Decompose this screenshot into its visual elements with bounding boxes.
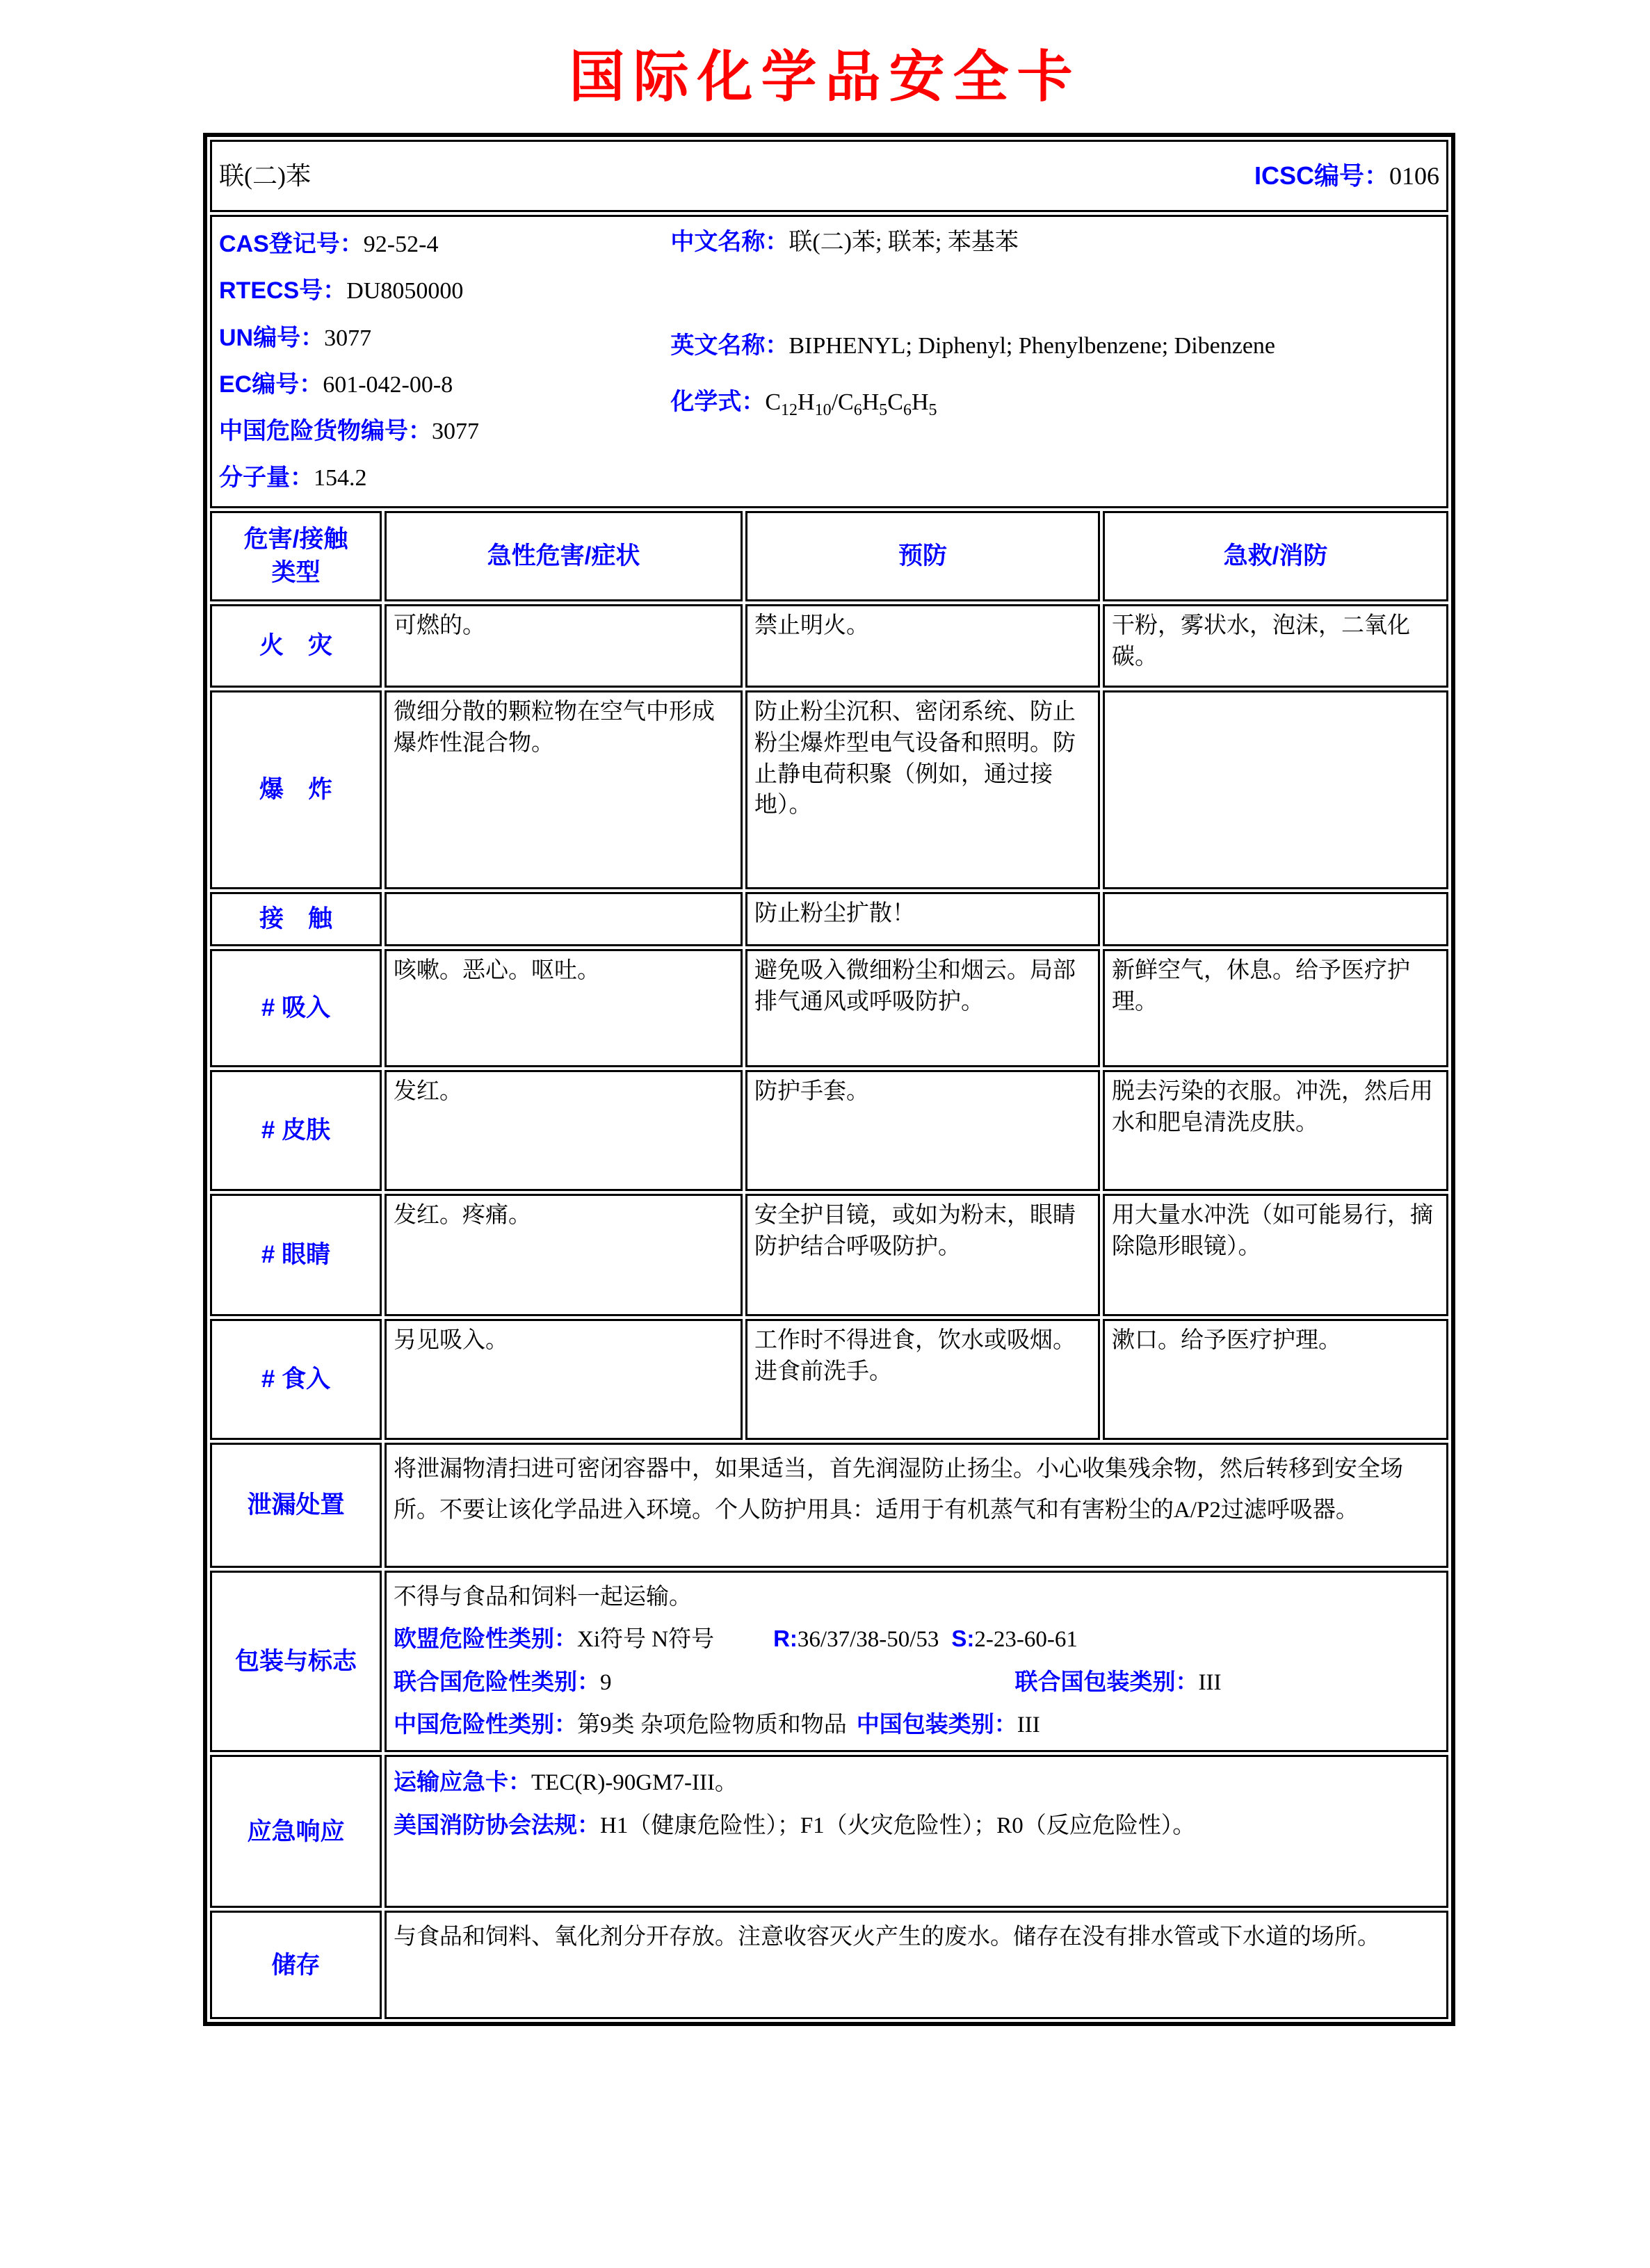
hazard-row-eyes <box>210 1194 1448 1316</box>
icsc-number-value: 0106 <box>1389 161 1439 190</box>
row-label-skin: # 皮肤 <box>210 1070 382 1191</box>
fire-symptoms-cell: 可燃的。 <box>385 604 743 688</box>
contact-symptoms-cell <box>385 892 743 946</box>
name-list <box>670 221 1439 502</box>
section-row-emergency <box>210 1755 1448 1908</box>
inhalation-response-cell: 新鲜空气，休息。给予医疗护理。 <box>1103 949 1448 1067</box>
emergency-content <box>385 1755 1448 1908</box>
name-row <box>210 140 1448 212</box>
identifier-value: 154.2 <box>314 465 367 492</box>
eu-class-label: 欧盟危险性类别： <box>394 1626 577 1652</box>
tec-label: 运输应急卡： <box>394 1769 531 1795</box>
ingestion-response-cell: 漱口。给予医疗护理。 <box>1103 1319 1448 1440</box>
identifier-value: 3077 <box>432 419 479 445</box>
contact-response-cell <box>1103 892 1448 946</box>
row-label-eyes: # 眼睛 <box>210 1194 382 1316</box>
eyes-symptoms-cell: 发红。疼痛。 <box>385 1194 743 1316</box>
identifier-label: 分子量： <box>219 464 314 492</box>
eyes-response-cell: 用大量水冲洗（如可能易行，摘除隐形眼镜）。 <box>1103 1194 1448 1316</box>
row-label-inhalation: # 吸入 <box>210 949 382 1067</box>
cn-name-label: 中文名称： <box>670 229 789 255</box>
identifier-un <box>219 315 670 362</box>
icsc-card-table <box>203 133 1455 2026</box>
cn-class-value: 第9类 杂项危险物质和物品 <box>577 1712 847 1738</box>
cn-class-label: 中国危险性类别： <box>394 1710 577 1737</box>
col-header-prevention: 预防 <box>745 511 1100 601</box>
cn-pack-label: 中国包装类别： <box>856 1710 1017 1737</box>
identifier-value: 601-042-00-8 <box>323 371 453 398</box>
inhalation-symptoms-cell: 咳嗽。恶心。呕吐。 <box>385 949 743 1067</box>
row-label-contact: 接 触 <box>210 892 382 946</box>
explosion-symptoms-cell: 微细分散的颗粒物在空气中形成爆炸性混合物。 <box>385 690 743 889</box>
hazard-row-ingestion <box>210 1319 1448 1440</box>
packaging-content <box>385 1571 1448 1753</box>
hazard-row-explosion <box>210 690 1448 889</box>
en-name-value: BIPHENYL; Diphenyl; Phenylbenzene; Dibenzene <box>788 333 1275 359</box>
identifier-label: RTECS号： <box>219 277 347 305</box>
emergency-nfpa-line <box>394 1804 1439 1847</box>
un-class-label: 联合国危险性类别： <box>394 1668 600 1694</box>
section-row-packaging <box>210 1571 1448 1753</box>
row-label-explosion: 爆 炸 <box>210 690 382 889</box>
row-label-fire: 火 灾 <box>210 604 382 688</box>
identifier-label: CAS登记号： <box>219 231 364 257</box>
col-header-hazard-type: 危害/接触 类型 <box>210 511 382 601</box>
ingestion-prevention-cell: 工作时不得进食，饮水或吸烟。进食前洗手。 <box>745 1319 1100 1440</box>
chinese-names <box>670 221 1439 264</box>
identifier-mol-weight <box>219 455 670 501</box>
formula-label: 化学式： <box>670 389 766 416</box>
packaging-label: 包装与标志 <box>210 1571 382 1753</box>
skin-symptoms-cell: 发红。 <box>385 1070 743 1191</box>
packaging-un-line <box>394 1661 1439 1703</box>
hazard-row-inhalation <box>210 949 1448 1067</box>
fire-response-cell: 干粉，雾状水，泡沫，二氧化碳。 <box>1103 604 1448 688</box>
s-phrases-value: 2-23-60-61 <box>974 1627 1078 1653</box>
nfpa-value: H1（健康危险性）；F1（火灾危险性）；R0（反应危险性）。 <box>600 1813 1196 1838</box>
explosion-prevention-cell: 防止粉尘沉积、密闭系统、防止粉尘爆炸型电气设备和照明。防止静电荷积聚（例如，通过接地）。 <box>745 690 1100 889</box>
s-phrases-label: S: <box>951 1626 975 1652</box>
chemical-formula: 化学式：$C_{12}H_{10}/C_6H_5C_6H_5$ <box>670 389 937 420</box>
row-label-ingestion: # 食入 <box>210 1319 382 1440</box>
identifier-label: EC编号： <box>219 371 323 398</box>
chemical-name: 联(二)苯 <box>219 161 311 190</box>
inhalation-prevention-cell: 避免吸入微细粉尘和烟云。局部排气通风或呼吸防护。 <box>745 949 1100 1067</box>
section-row-spill <box>210 1443 1448 1568</box>
hazard-row-contact <box>210 892 1448 946</box>
ingestion-symptoms-cell: 另见吸入。 <box>385 1319 743 1440</box>
emergency-tec-line <box>394 1761 1439 1804</box>
identifiers-row <box>210 215 1448 508</box>
tec-value: TEC(R)-90GM7-III。 <box>531 1770 738 1796</box>
r-phrases-label: R: <box>773 1626 798 1652</box>
storage-label: 储存 <box>210 1911 382 2019</box>
skin-prevention-cell: 防护手套。 <box>745 1070 1100 1191</box>
identifier-value: 3077 <box>324 325 372 351</box>
name-cell <box>210 140 1448 212</box>
spill-label: 泄漏处置 <box>210 1443 382 1568</box>
cn-name-value: 联(二)苯; 联苯; 苯基苯 <box>788 229 1019 255</box>
identifier-value: 92-52-4 <box>363 232 439 257</box>
spill-text: 将泄漏物清扫进可密闭容器中，如果适当，首先润湿防止扬尘。小心收集残余物，然后转移到安全场所。不要让该化学品进入环境。个人防护用具：适用于有机蒸气和有害粉尘的A/P2过滤呼吸器。 <box>385 1443 1448 1568</box>
identifier-rtecs <box>219 268 670 314</box>
eyes-prevention-cell: 安全护目镜，或如为粉末，眼睛防护结合呼吸防护。 <box>745 1194 1100 1316</box>
un-pack-label: 联合国包装类别： <box>1014 1668 1199 1694</box>
packaging-cn-line <box>394 1703 1439 1746</box>
hazard-header-row <box>210 511 1448 601</box>
col-header-first-aid: 急救/消防 <box>1103 511 1448 601</box>
identifier-value: DU8050000 <box>346 278 464 305</box>
icsc-number-label: ICSC编号： <box>1254 161 1389 190</box>
packaging-eu-line <box>394 1618 1439 1660</box>
fire-prevention-cell: 禁止明火。 <box>745 604 1100 688</box>
identifier-ec <box>219 362 670 408</box>
explosion-response-cell <box>1103 690 1448 889</box>
section-row-storage <box>210 1911 1448 2019</box>
col-header-symptoms: 急性危害/症状 <box>385 511 743 601</box>
contact-prevention-cell: 防止粉尘扩散！ <box>745 892 1100 946</box>
cn-pack-value: III <box>1017 1712 1040 1738</box>
identifier-label: UN编号： <box>219 324 325 351</box>
page-title: 国际化学品安全卡 <box>569 46 1081 108</box>
identifier-cas <box>219 221 670 268</box>
storage-text: 与食品和饲料、氧化剂分开存放。注意收容灭火产生的废水。储存在没有排水管或下水道的场所。 <box>385 1911 1448 2019</box>
identifier-list <box>219 221 670 502</box>
hazard-row-skin <box>210 1070 1448 1191</box>
en-name-label: 英文名称： <box>670 332 789 359</box>
r-phrases-value: 36/37/38-50/53 <box>797 1627 939 1653</box>
identifier-cn-dangerous-goods <box>219 408 670 455</box>
packaging-transport-line: 不得与食品和饲料一起运输。 <box>394 1584 692 1610</box>
hazard-row-fire <box>210 604 1448 688</box>
un-class-value: 9 <box>600 1669 612 1695</box>
un-pack-value: III <box>1198 1669 1222 1695</box>
icsc-number <box>1254 159 1439 193</box>
nfpa-label: 美国消防协会法规： <box>394 1811 600 1838</box>
skin-response-cell: 脱去污染的衣服。冲洗，然后用水和肥皂清洗皮肤。 <box>1103 1070 1448 1191</box>
english-names <box>670 325 1439 367</box>
identifier-label: 中国危险货物编号： <box>219 418 432 445</box>
eu-class-value: Xi符号 N符号 <box>577 1627 715 1653</box>
identifiers-cell <box>210 215 1448 508</box>
emergency-label: 应急响应 <box>210 1755 382 1908</box>
